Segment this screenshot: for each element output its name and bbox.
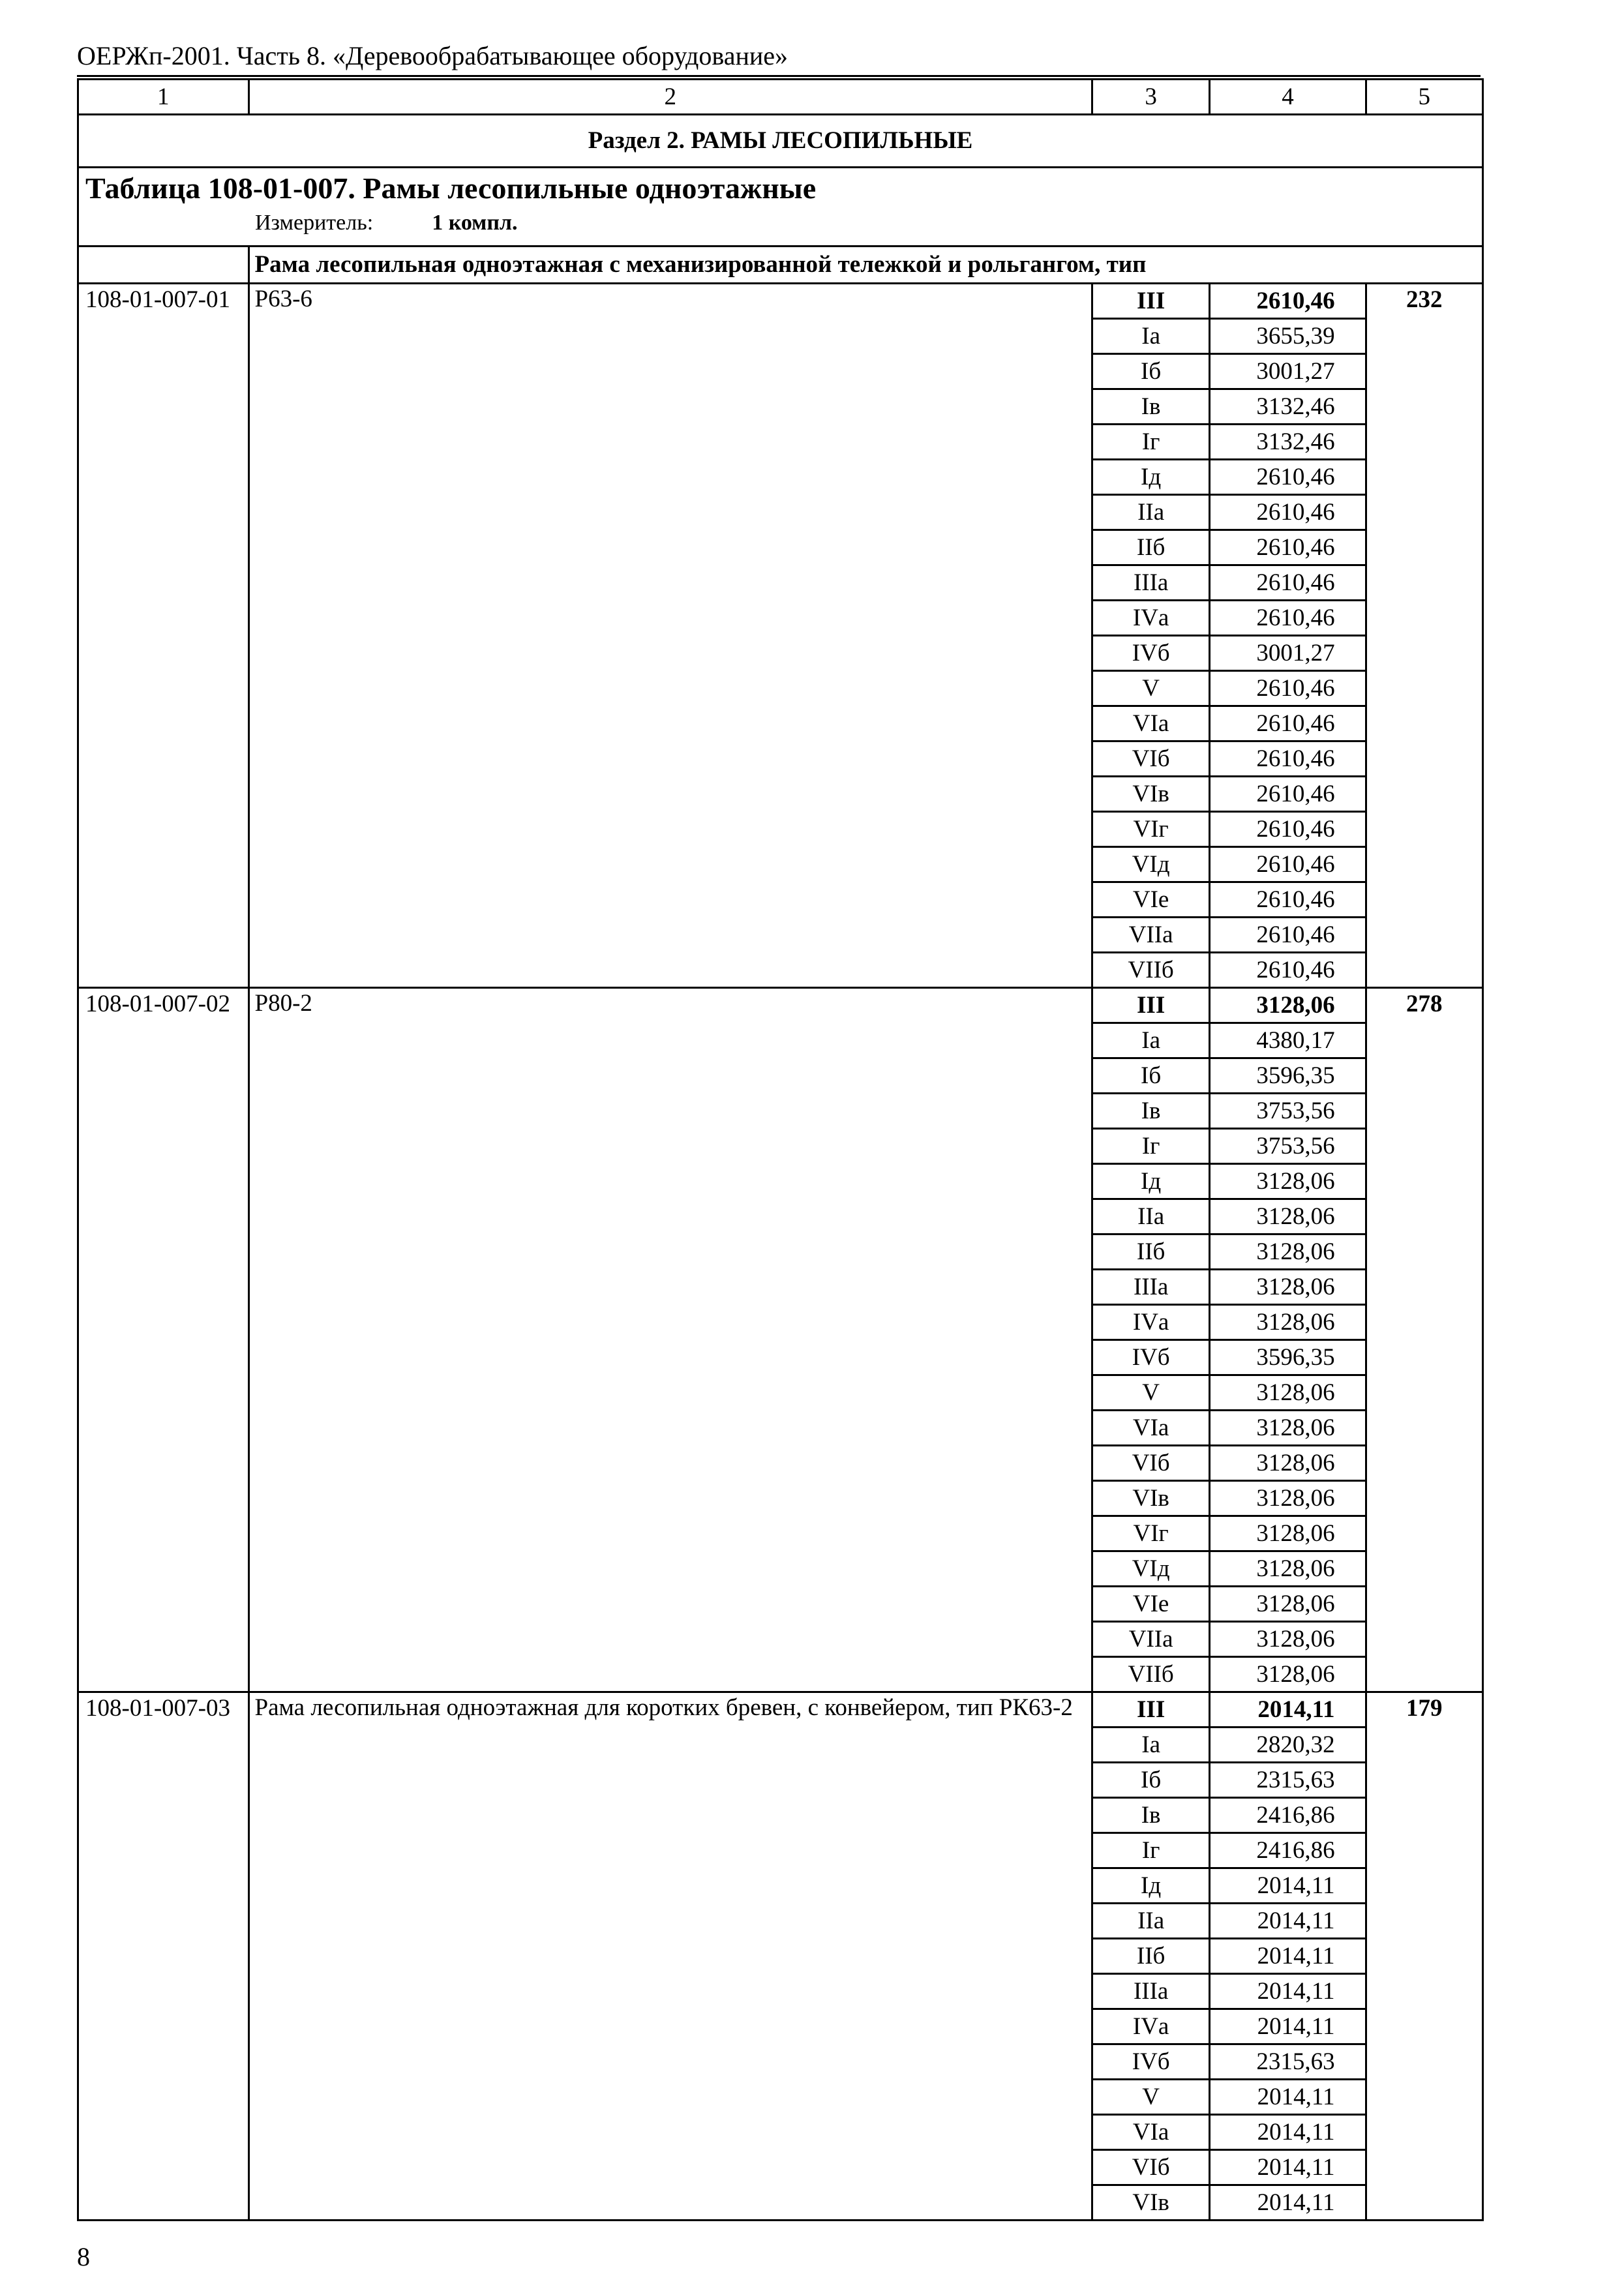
zone-cell: VIIб — [1092, 1657, 1209, 1692]
price-cell: 3128,06 — [1210, 1587, 1366, 1622]
price-cell: 3655,39 — [1210, 319, 1366, 354]
zone-cell: VIв — [1092, 1481, 1209, 1516]
zone-cell: VIIб — [1092, 953, 1209, 988]
zone-cell: IIIа — [1092, 1974, 1209, 2009]
measure-value: 1 компл. — [432, 211, 518, 235]
zone-cell: Iд — [1092, 460, 1209, 495]
column-number: 2 — [248, 80, 1092, 115]
price-cell: 2315,63 — [1210, 2044, 1366, 2080]
zone-cell: Iд — [1092, 1868, 1209, 1904]
table-title-cell — [78, 168, 1483, 247]
table-row — [78, 988, 1483, 1023]
price-cell: 3128,06 — [1210, 1411, 1366, 1446]
price-cell: 2014,11 — [1210, 2185, 1366, 2221]
price-cell: 2014,11 — [1210, 2009, 1366, 2044]
zone-cell: VIе — [1092, 882, 1209, 918]
price-cell: 3128,06 — [1210, 1622, 1366, 1657]
zone-cell: IVа — [1092, 2009, 1209, 2044]
price-cell: 2610,46 — [1210, 530, 1366, 565]
price-cell: 2416,86 — [1210, 1798, 1366, 1833]
zone-cell: IIIа — [1092, 1270, 1209, 1305]
price-cell: 3128,06 — [1210, 1481, 1366, 1516]
column-number: 3 — [1092, 80, 1209, 115]
zone-cell: Iа — [1092, 319, 1209, 354]
zone-cell: VIг — [1092, 1516, 1209, 1551]
zone-cell: VIа — [1092, 706, 1209, 741]
price-cell: 3128,06 — [1210, 1270, 1366, 1305]
zone-cell: VIIа — [1092, 1622, 1209, 1657]
column-number-row — [78, 80, 1483, 115]
price-cell: 3753,56 — [1210, 1094, 1366, 1129]
zone-cell: VIб — [1092, 2150, 1209, 2185]
group-title: Рама лесопильная одноэтажная с механизированной тележкой и рольгангом, тип — [248, 247, 1482, 284]
zone-cell: V — [1092, 2080, 1209, 2115]
price-cell: 2014,11 — [1210, 1974, 1366, 2009]
page-number: 8 — [77, 2242, 90, 2271]
price-cell: 2610,46 — [1210, 918, 1366, 953]
zone-cell: Iа — [1092, 1728, 1209, 1763]
price-cell: 3128,06 — [1210, 1657, 1366, 1692]
price-cell: 2610,46 — [1210, 706, 1366, 741]
price-cell: 2610,46 — [1210, 495, 1366, 530]
zone-cell: Iа — [1092, 1023, 1209, 1058]
price-cell: 3128,06 — [1210, 1199, 1366, 1234]
price-cell: 3128,06 — [1210, 988, 1366, 1023]
item-weight: 232 — [1366, 284, 1482, 988]
price-cell: 3596,35 — [1210, 1058, 1366, 1094]
header-rule — [77, 75, 1481, 77]
price-cell: 2416,86 — [1210, 1833, 1366, 1868]
item-code: 108-01-007-03 — [78, 1692, 249, 2221]
item-name: Р80-2 — [248, 988, 1092, 1692]
zone-cell: IIа — [1092, 1199, 1209, 1234]
price-cell: 3128,06 — [1210, 1375, 1366, 1411]
measure-line — [85, 209, 1482, 237]
zone-cell: Iв — [1092, 1798, 1209, 1833]
item-name: Рама лесопильная одноэтажная для коротких бревен, с конвейером, тип РК63-2 — [248, 1692, 1092, 2221]
section-title-row — [78, 115, 1483, 168]
zone-cell: III — [1092, 988, 1209, 1023]
zone-cell: VIд — [1092, 847, 1209, 882]
zone-cell: Iб — [1092, 354, 1209, 389]
price-cell: 2014,11 — [1210, 1904, 1366, 1939]
column-number: 5 — [1366, 80, 1482, 115]
group-title-row — [78, 247, 1483, 284]
document-header: ОЕРЖп-2001. Часть 8. «Деревообрабатывающее оборудование» — [77, 41, 789, 70]
price-cell: 3132,46 — [1210, 389, 1366, 425]
price-cell: 3128,06 — [1210, 1234, 1366, 1270]
zone-cell: IVа — [1092, 601, 1209, 636]
price-cell: 2610,46 — [1210, 777, 1366, 812]
zone-cell: IIб — [1092, 530, 1209, 565]
table-row — [78, 284, 1483, 319]
zone-cell: Iг — [1092, 1129, 1209, 1164]
price-cell: 3132,46 — [1210, 425, 1366, 460]
price-cell: 3001,27 — [1210, 636, 1366, 671]
price-cell: 2610,46 — [1210, 847, 1366, 882]
price-cell: 2315,63 — [1210, 1763, 1366, 1798]
table-title: Таблица 108-01-007. Рамы лесопильные одноэтажные — [85, 172, 817, 205]
price-cell: 4380,17 — [1210, 1023, 1366, 1058]
measure-label: Измеритель: — [255, 211, 374, 235]
price-cell: 2610,46 — [1210, 812, 1366, 847]
zone-cell: Iб — [1092, 1763, 1209, 1798]
zone-cell: IVб — [1092, 2044, 1209, 2080]
price-cell: 2820,32 — [1210, 1728, 1366, 1763]
column-number: 4 — [1210, 80, 1366, 115]
zone-cell: IVа — [1092, 1305, 1209, 1340]
price-cell: 2610,46 — [1210, 284, 1366, 319]
zone-cell: IIб — [1092, 1939, 1209, 1974]
item-weight: 179 — [1366, 1692, 1482, 2221]
price-cell: 2014,11 — [1210, 2150, 1366, 2185]
zone-cell: Iг — [1092, 425, 1209, 460]
item-weight: 278 — [1366, 988, 1482, 1692]
zone-cell: VIд — [1092, 1551, 1209, 1587]
price-cell: 2014,11 — [1210, 2080, 1366, 2115]
price-cell: 3001,27 — [1210, 354, 1366, 389]
zone-cell: V — [1092, 671, 1209, 706]
price-cell: 2610,46 — [1210, 460, 1366, 495]
price-cell: 2014,11 — [1210, 1692, 1366, 1728]
price-cell: 2014,11 — [1210, 1868, 1366, 1904]
zone-cell: IIа — [1092, 495, 1209, 530]
zone-cell: VIв — [1092, 777, 1209, 812]
table-row — [78, 1692, 1483, 1728]
price-cell: 3596,35 — [1210, 1340, 1366, 1375]
zone-cell: IIа — [1092, 1904, 1209, 1939]
zone-cell: Iб — [1092, 1058, 1209, 1094]
table-title-row — [78, 168, 1483, 247]
price-cell: 2014,11 — [1210, 1939, 1366, 1974]
zone-cell: VIIа — [1092, 918, 1209, 953]
price-cell: 2610,46 — [1210, 601, 1366, 636]
price-cell: 3128,06 — [1210, 1305, 1366, 1340]
price-cell: 2610,46 — [1210, 741, 1366, 777]
item-code: 108-01-007-02 — [78, 988, 249, 1692]
zone-cell: III — [1092, 1692, 1209, 1728]
zone-cell: VIа — [1092, 1411, 1209, 1446]
zone-cell: III — [1092, 284, 1209, 319]
price-cell: 3128,06 — [1210, 1164, 1366, 1199]
item-code: 108-01-007-01 — [78, 284, 249, 988]
price-cell: 3128,06 — [1210, 1551, 1366, 1587]
price-cell: 3128,06 — [1210, 1446, 1366, 1481]
section-title: Раздел 2. РАМЫ ЛЕСОПИЛЬНЫЕ — [78, 115, 1483, 168]
zone-cell: Iв — [1092, 389, 1209, 425]
zone-cell: VIг — [1092, 812, 1209, 847]
price-cell: 2610,46 — [1210, 671, 1366, 706]
price-cell: 2014,11 — [1210, 2115, 1366, 2150]
price-cell: 3128,06 — [1210, 1516, 1366, 1551]
rates-table — [77, 78, 1484, 2221]
zone-cell: Iд — [1092, 1164, 1209, 1199]
zone-cell: Iг — [1092, 1833, 1209, 1868]
price-cell: 3753,56 — [1210, 1129, 1366, 1164]
item-name: Р63-6 — [248, 284, 1092, 988]
zone-cell: VIб — [1092, 1446, 1209, 1481]
zone-cell: IVб — [1092, 1340, 1209, 1375]
zone-cell: VIб — [1092, 741, 1209, 777]
zone-cell: VIв — [1092, 2185, 1209, 2221]
zone-cell: IIб — [1092, 1234, 1209, 1270]
zone-cell: Iв — [1092, 1094, 1209, 1129]
price-cell: 2610,46 — [1210, 565, 1366, 601]
zone-cell: VIа — [1092, 2115, 1209, 2150]
group-spacer — [78, 247, 249, 284]
price-cell: 2610,46 — [1210, 882, 1366, 918]
column-number: 1 — [78, 80, 249, 115]
zone-cell: V — [1092, 1375, 1209, 1411]
zone-cell: VIе — [1092, 1587, 1209, 1622]
zone-cell: IIIа — [1092, 565, 1209, 601]
zone-cell: IVб — [1092, 636, 1209, 671]
price-cell: 2610,46 — [1210, 953, 1366, 988]
